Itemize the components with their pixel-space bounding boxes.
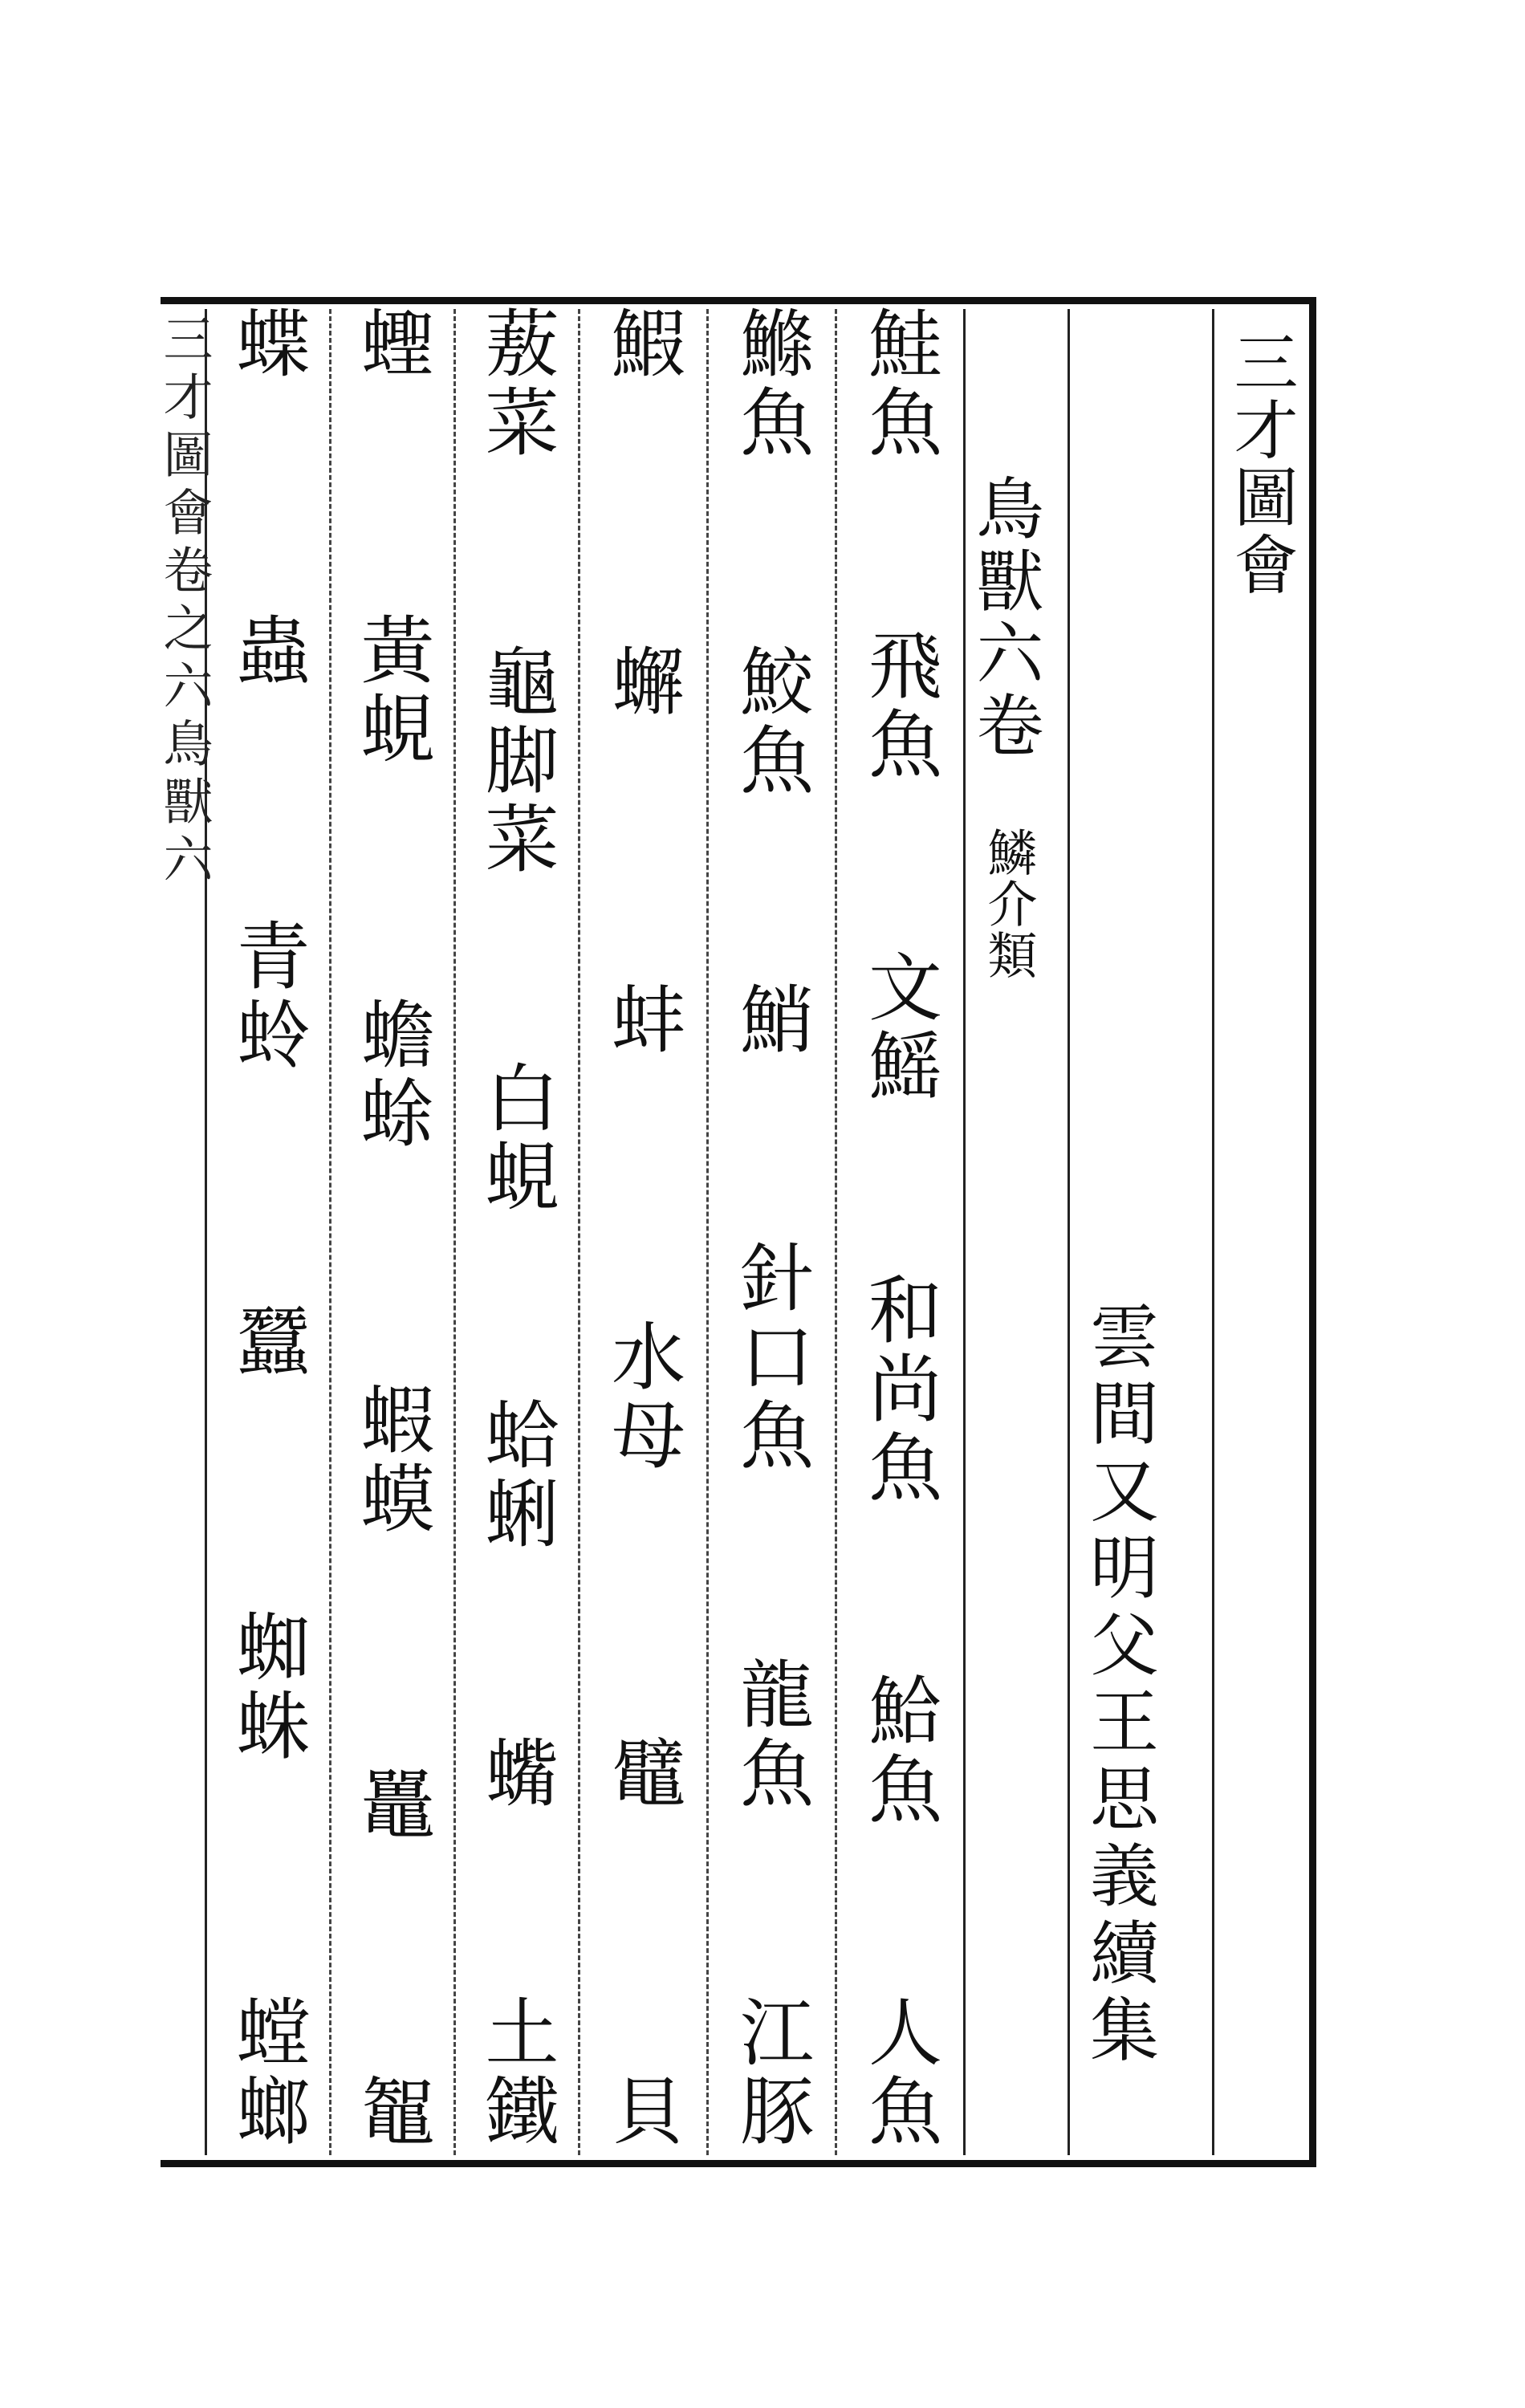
- item-entry: 蟲: [224, 611, 311, 690]
- item-entry: 蠶: [224, 1302, 311, 1381]
- compiler-line: 雲間又明父王思義續集: [1078, 1300, 1158, 2071]
- item-entry: 鮯魚: [856, 1671, 942, 1829]
- item-entry: 蠏: [600, 642, 685, 722]
- item-entry: 蟾蜍: [348, 996, 435, 1154]
- item-entry: 鼉: [348, 1766, 435, 1845]
- item-entry: 螳螂: [224, 1993, 311, 2151]
- item-entry: 和尚魚: [856, 1271, 942, 1507]
- item-entry: 鼅: [348, 2072, 435, 2151]
- column-rule: [1212, 309, 1214, 2155]
- item-entry: 鮹: [728, 980, 814, 1060]
- item-entry: 龍魚: [728, 1656, 814, 1814]
- item-column-2: [710, 305, 831, 2151]
- item-entry: 蝶: [224, 305, 311, 384]
- item-entry: 蜘蛛: [224, 1609, 311, 1767]
- column-rule: [1068, 309, 1070, 2155]
- item-entry: 蟶: [348, 305, 435, 384]
- item-column-6: [209, 305, 325, 2151]
- margin-label: 三才圖會卷之六鳥獸六: [155, 313, 214, 891]
- item-entry: 黃蜆: [348, 611, 435, 769]
- item-entry: 鰕: [600, 305, 685, 384]
- item-entry: 龜脚菜: [473, 642, 559, 879]
- item-entry: 鼊: [600, 1735, 685, 1814]
- item-entry: 蛤蜊: [473, 1397, 559, 1555]
- item-entry: 蚌: [600, 980, 685, 1060]
- item-entry: 白蜆: [473, 1059, 559, 1217]
- volume-title: 鳥獸六卷: [966, 474, 1044, 763]
- item-entry: 蔜菜: [473, 305, 559, 462]
- item-entry: 蟕: [473, 1735, 559, 1814]
- column-rule: [578, 309, 580, 2155]
- item-entry: 土鐵: [473, 1993, 559, 2151]
- item-entry: 鰷魚: [728, 305, 814, 462]
- item-column-5: [333, 305, 449, 2151]
- item-column-1: [839, 305, 959, 2151]
- item-column-4: [458, 305, 574, 2151]
- item-entry: 人魚: [856, 1993, 942, 2151]
- item-entry: 飛魚: [856, 627, 942, 785]
- item-entry: 江豚: [728, 1993, 814, 2151]
- category-label: 鱗介類: [979, 827, 1038, 981]
- item-column-3: [582, 305, 702, 2151]
- column-rule: [835, 309, 837, 2155]
- column-rule: [706, 309, 709, 2155]
- column-rule: [329, 309, 331, 2155]
- item-entry: 水母: [600, 1318, 685, 1476]
- book-title: 三才圖會: [1223, 329, 1298, 599]
- item-entry: 蝦蟆: [348, 1381, 435, 1539]
- item-entry: 貝: [600, 2072, 685, 2151]
- column-rule: [453, 309, 456, 2155]
- item-entry: 青蛉: [224, 917, 311, 1076]
- item-entry: 鮫魚: [728, 642, 814, 800]
- item-entry: 針口魚: [728, 1239, 814, 1476]
- item-entry: 文鰩: [856, 949, 942, 1107]
- item-entry: 鮭魚: [856, 305, 942, 462]
